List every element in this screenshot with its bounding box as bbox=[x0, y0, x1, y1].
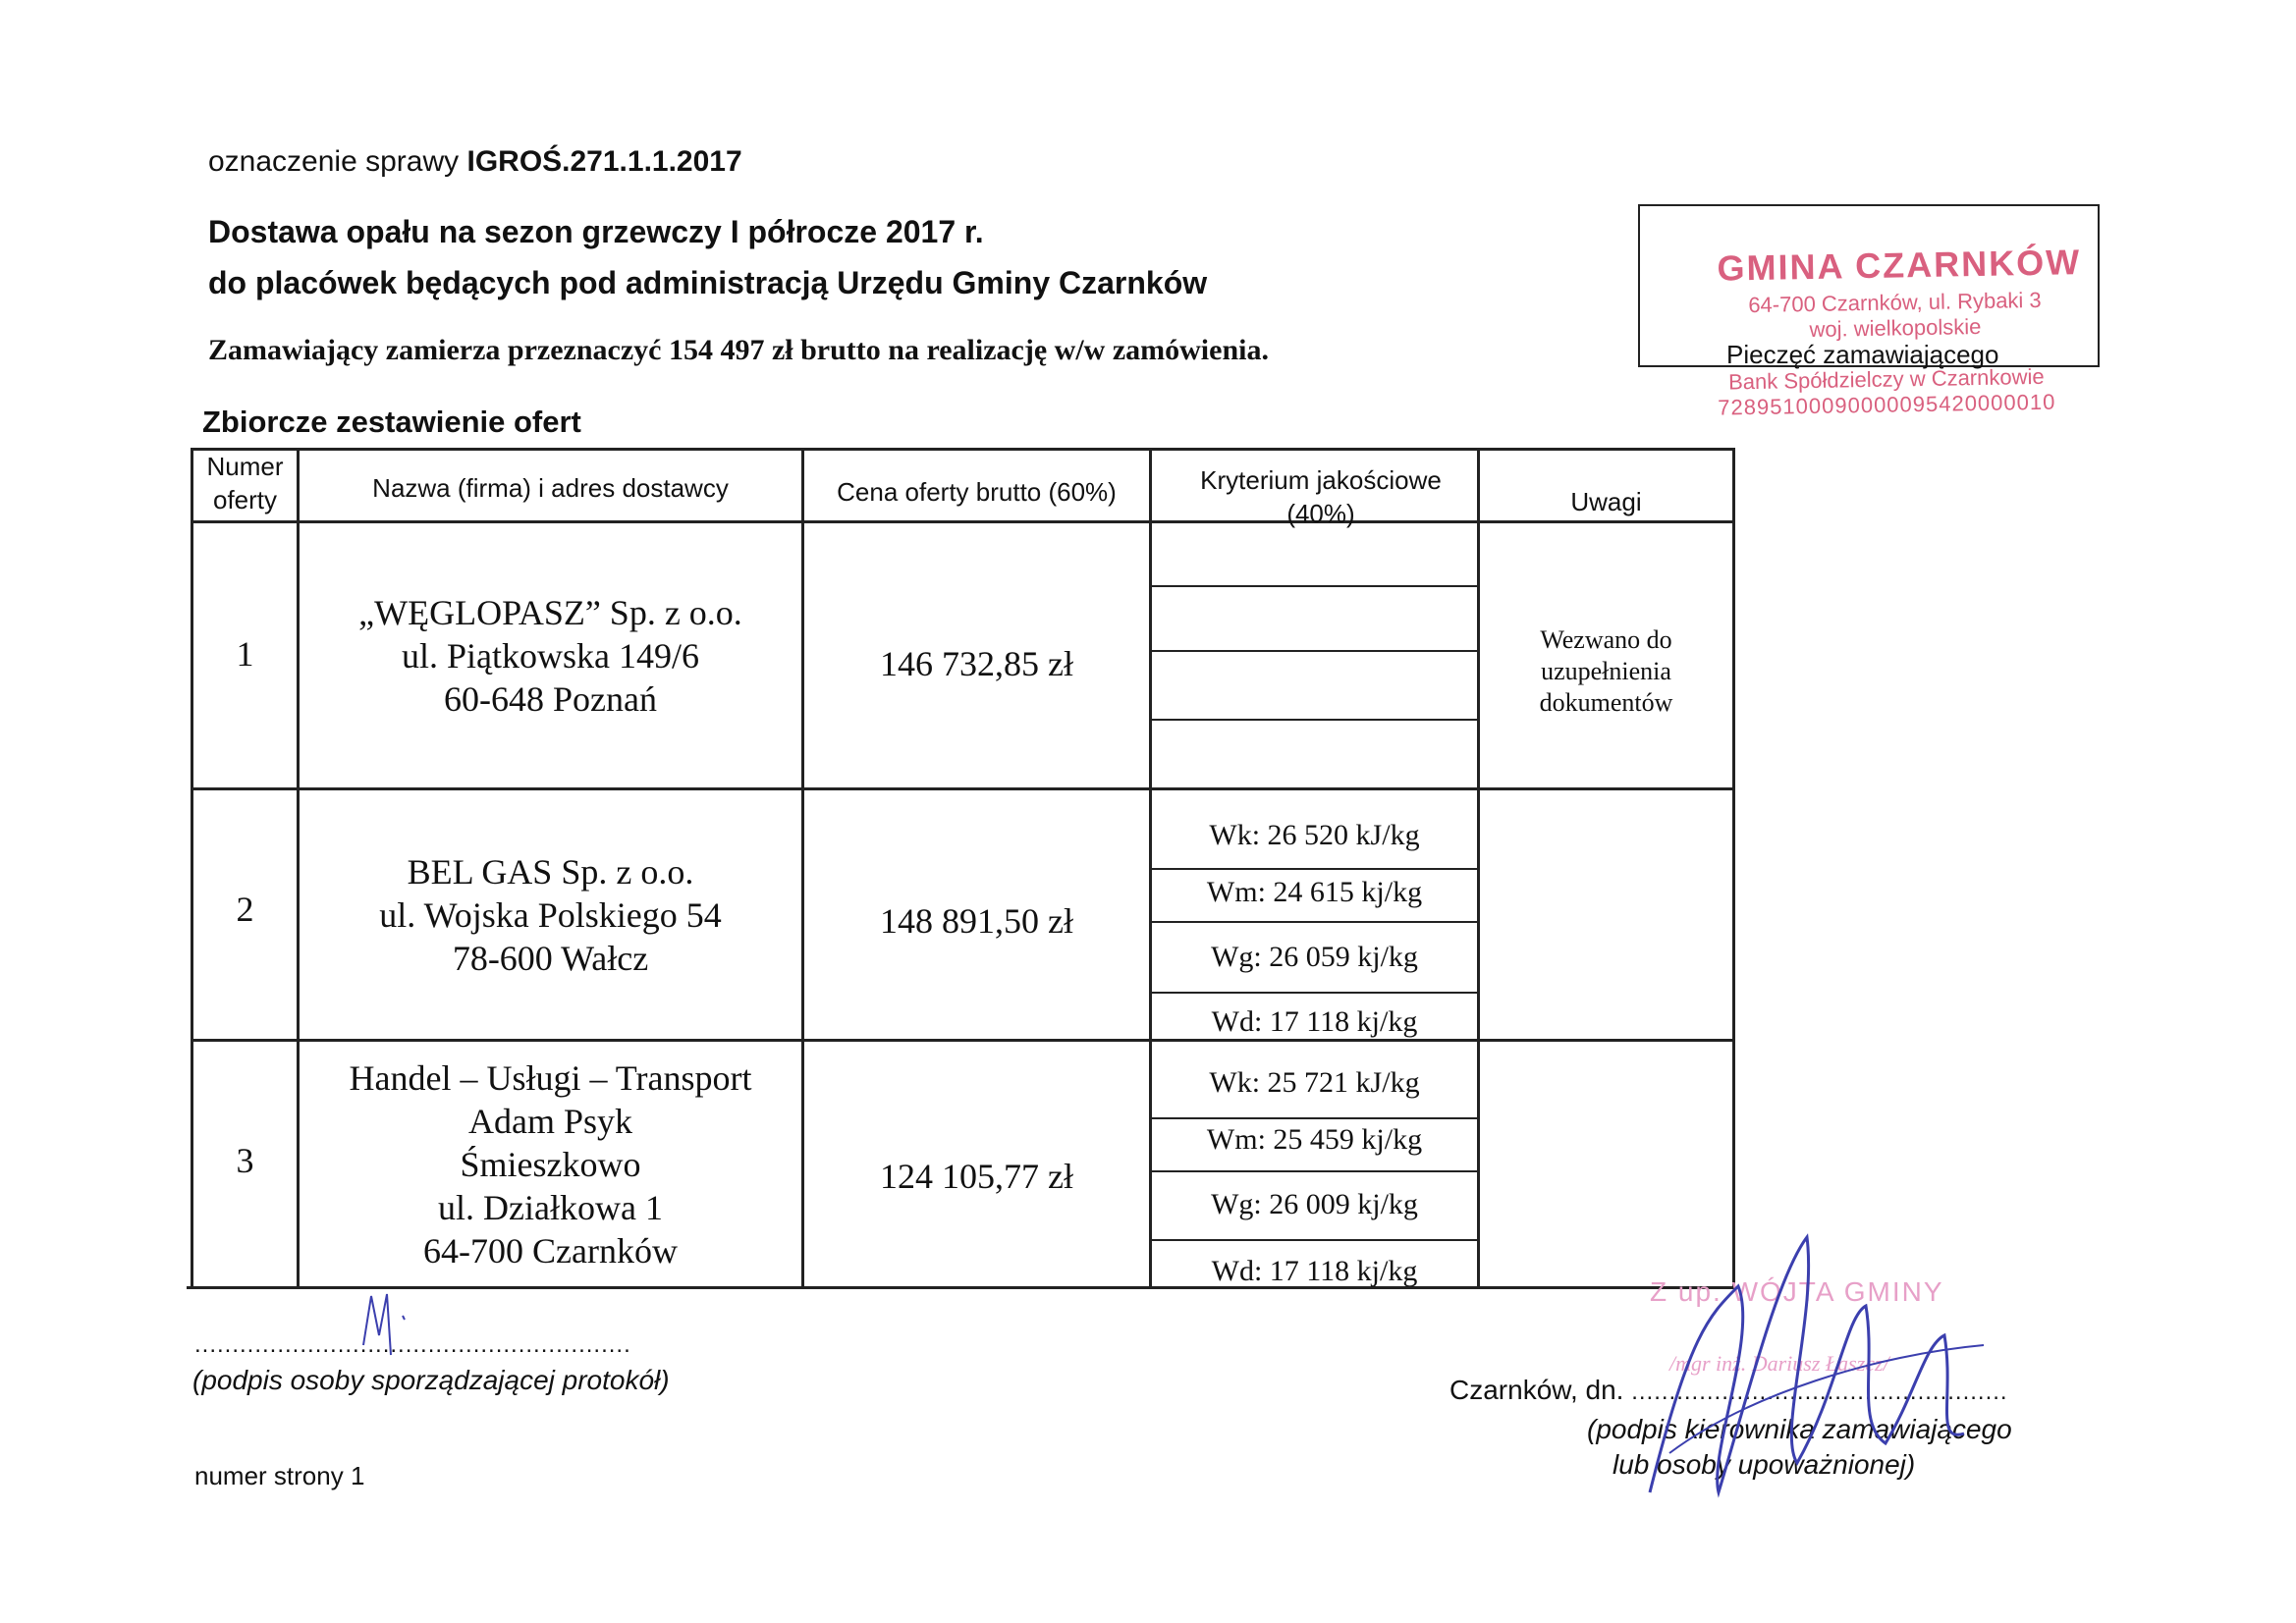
stamp-bank: Bank Spółdzielczy w Czarnkowie bbox=[1727, 363, 2045, 395]
header-price: Cena oferty brutto (60%) bbox=[837, 477, 1117, 507]
table-top-border bbox=[191, 448, 1734, 451]
criterion-divider bbox=[1149, 719, 1479, 721]
title-line-1: Dostawa opału na sezon grzewczy I półrocze 2017 r. bbox=[208, 214, 984, 249]
summary-title: Zbiorcze zestawienie ofert bbox=[202, 405, 581, 439]
row-2-criterion-wd: Wd: 17 118 kj/kg bbox=[1211, 1005, 1418, 1038]
row-3-supplier bbox=[300, 1056, 801, 1272]
row-3-criterion-wg: Wg: 26 009 kj/kg bbox=[1211, 1188, 1418, 1220]
criterion-divider bbox=[1149, 1170, 1479, 1172]
date-signature-dots: .................................................. bbox=[1631, 1379, 2008, 1405]
row-1-price: 146 732,85 zł bbox=[880, 644, 1073, 683]
criterion-divider bbox=[1149, 585, 1479, 587]
criterion-divider bbox=[1149, 1239, 1479, 1241]
row-3-price: 124 105,77 zł bbox=[880, 1157, 1073, 1196]
row-3-criterion-wk: Wk: 25 721 kJ/kg bbox=[1209, 1066, 1420, 1099]
official-stamp-2-line-1: Z up. WÓJTA GMINY bbox=[1650, 1276, 1944, 1307]
case-number: IGROŚ.271.1.1.2017 bbox=[466, 145, 742, 178]
supplier-line: 64-700 Czarnków bbox=[423, 1231, 678, 1271]
row-2-criterion-wg: Wg: 26 059 kj/kg bbox=[1211, 941, 1418, 973]
row-1-bottom-border bbox=[191, 787, 1734, 790]
manager-signature-caption-1: (podpis kierownika zamawiającego bbox=[1587, 1414, 2012, 1444]
header-notes: Uwagi bbox=[1570, 487, 1642, 516]
supplier-line: Śmieszkowo bbox=[460, 1145, 641, 1184]
row-2-bottom-border bbox=[191, 1039, 1734, 1042]
date-place-label: Czarnków, dn. bbox=[1449, 1375, 1624, 1405]
supplier-line: ul. Piątkowska 149/6 bbox=[402, 636, 699, 676]
criterion-divider bbox=[1149, 868, 1479, 870]
header-criterion: Kryterium jakościowe (40%) bbox=[1200, 465, 1442, 528]
preparer-signature-caption: (podpis osoby sporządzającej protokół) bbox=[192, 1365, 670, 1395]
header-number: Numer oferty bbox=[206, 452, 284, 514]
title-line-2: do placówek będących pod administracją Urzędu Gminy Czarnków bbox=[208, 265, 1208, 300]
criterion-divider bbox=[1149, 650, 1479, 652]
preparer-signature-line: .......................................................... bbox=[194, 1331, 631, 1358]
row-2-price: 148 891,50 zł bbox=[880, 901, 1073, 941]
criterion-divider bbox=[1149, 992, 1479, 994]
criterion-divider bbox=[1149, 921, 1479, 923]
page-number: numer strony 1 bbox=[194, 1461, 365, 1490]
row-1-notes bbox=[1480, 624, 1732, 719]
row-2-number: 2 bbox=[236, 890, 254, 929]
supplier-line: Adam Psyk bbox=[467, 1102, 632, 1141]
stamp-name: GMINA CZARNKÓW bbox=[1717, 242, 2082, 289]
manager-signature-caption-2: lub osoby upoważnionej) bbox=[1613, 1449, 1916, 1480]
case-label: oznaczenie sprawy bbox=[208, 145, 460, 178]
col-border-right bbox=[1732, 448, 1735, 1288]
stamp-region: woj. wielkopolskie bbox=[1809, 313, 1982, 343]
row-3-criterion-wm: Wm: 25 459 kj/kg bbox=[1206, 1123, 1423, 1156]
row-1-number: 1 bbox=[236, 634, 254, 674]
header-bottom-border bbox=[191, 520, 1734, 523]
note-line: Wezwano do bbox=[1540, 625, 1672, 654]
supplier-line: BEL GAS Sp. z o.o. bbox=[407, 852, 694, 892]
official-stamp bbox=[1619, 242, 2113, 423]
note-line: dokumentów bbox=[1539, 688, 1673, 717]
criterion-divider bbox=[1149, 1117, 1479, 1119]
supplier-line: „WĘGLOPASZ” Sp. z o.o. bbox=[358, 593, 742, 632]
header-name: Nazwa (firma) i adres dostawcy bbox=[372, 473, 729, 503]
row-3-criterion-wd: Wd: 17 118 kj/kg bbox=[1211, 1255, 1418, 1287]
supplier-line: ul. Działkowa 1 bbox=[438, 1188, 663, 1227]
official-stamp-2-line-2: /mgr inż. Dariusz Łaszcz/ bbox=[1669, 1351, 1889, 1376]
stamp-account: 72895100090000095420000010 bbox=[1718, 389, 2056, 420]
note-line: uzupełnienia bbox=[1541, 657, 1671, 685]
row-2-supplier bbox=[300, 850, 801, 980]
stamp-label: Pieczęć zamawiającego bbox=[1726, 340, 1999, 369]
row-2-criterion-wm: Wm: 24 615 kj/kg bbox=[1206, 876, 1423, 908]
budget-statement: Zamawiający zamierza przeznaczyć 154 497 zł brutto na realizację w/w zamówienia. bbox=[208, 334, 1269, 366]
supplier-line: 78-600 Wałcz bbox=[452, 939, 649, 978]
row-1-supplier bbox=[300, 591, 801, 721]
case-number-line bbox=[208, 145, 742, 179]
row-3-number: 3 bbox=[236, 1141, 254, 1180]
row-2-criterion-wk: Wk: 26 520 kJ/kg bbox=[1209, 819, 1420, 851]
stamp-address: 64-700 Czarnków, ul. Rybaki 3 bbox=[1748, 287, 2042, 318]
supplier-line: 60-648 Poznań bbox=[444, 679, 657, 719]
manager-signature-graphic bbox=[1630, 1198, 2003, 1542]
supplier-line: ul. Wojska Polskiego 54 bbox=[379, 895, 722, 935]
supplier-line: Handel – Usługi – Transport bbox=[349, 1058, 752, 1098]
